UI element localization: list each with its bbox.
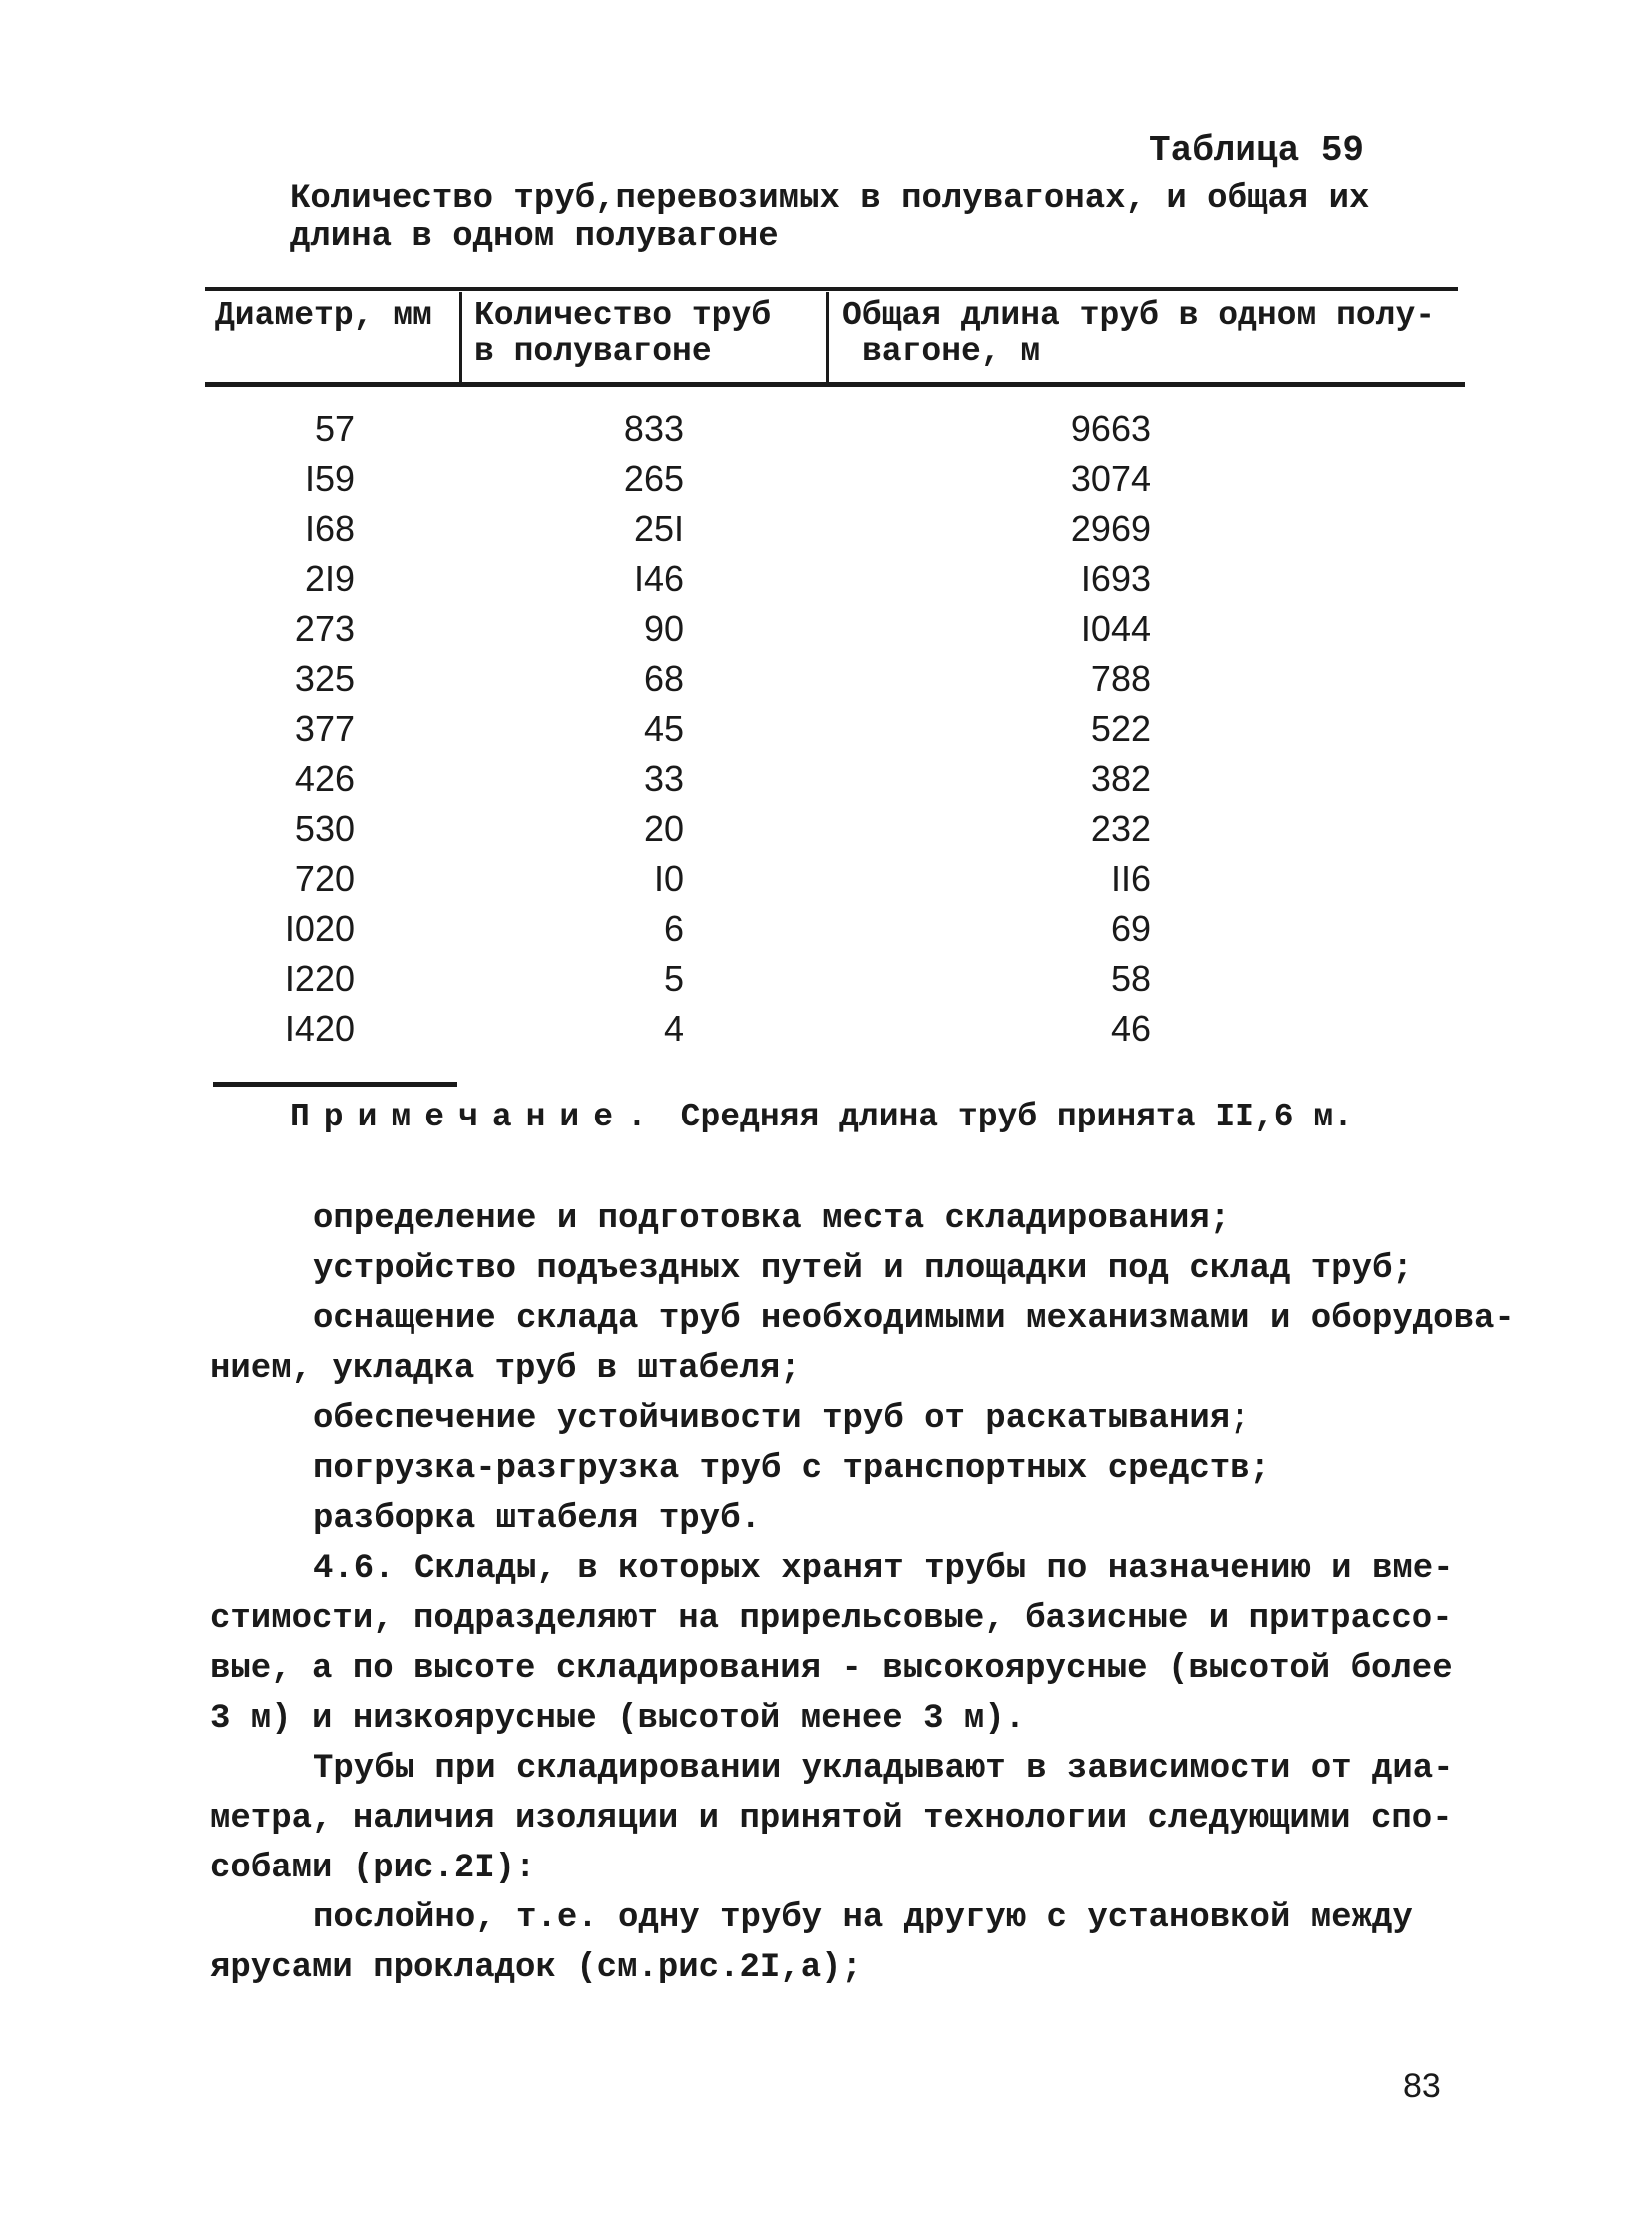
note-label: Примечание. [290,1099,661,1135]
body-line: 3 м) и низкоярусные (высотой менее 3 м). [210,1700,1026,1738]
body-line: определение и подготовка места складирования; [313,1200,1231,1238]
table-row [0,604,1652,654]
header-line: Количество труб [474,297,772,334]
body-line: Трубы при складировании укладывают в зависимости от диа- [313,1750,1454,1788]
cell-diameter: 720 [294,858,355,899]
cell-length: 522 [1090,708,1151,749]
body-line: погрузка-разгрузка труб с транспортных средств; [313,1450,1270,1488]
header-length [842,298,1435,370]
note-rule [213,1082,457,1087]
header-line: Общая длина труб в одном полу- [842,297,1436,334]
cell-diameter: I59 [304,458,355,499]
cell-count: 90 [643,608,684,649]
table-header-rule [205,382,1465,387]
table-row [0,954,1652,1004]
cell-count: 20 [643,808,684,849]
cell-diameter: 530 [294,808,355,849]
body-text [210,1194,1515,1993]
cell-length: 382 [1090,758,1151,799]
table-row [0,554,1652,604]
cell-count: 25I [633,508,684,549]
header-line: в полувагоне [474,333,712,370]
caption-line: Количество труб,перевозимых в полувагонах, и общая их [290,180,1370,218]
body-line: собами (рис.2I): [210,1850,536,1887]
cell-diameter: 325 [294,658,355,699]
cell-count: 45 [643,708,684,749]
body-line: ярусами прокладок (см.рис.2I,а); [210,1949,862,1987]
table-row [0,754,1652,804]
cell-length: 46 [1110,1008,1151,1049]
header-count [474,298,771,370]
cell-length: 2969 [1070,508,1151,549]
cell-count: 68 [643,658,684,699]
table-body [0,404,1652,1054]
header-line: вагоне, м [862,333,1041,370]
body-line: обеспечение устойчивости труб от раскатывания; [313,1400,1250,1438]
cell-diameter: I220 [284,958,355,999]
table-row [0,504,1652,554]
body-line: 4.6. Склады, в которых хранят трубы по назначению и вме- [313,1550,1454,1588]
cell-length: 788 [1090,658,1151,699]
cell-length: I693 [1080,558,1151,599]
body-line: оснащение склада труб необходимыми механизмами и оборудова- [313,1300,1515,1338]
table-row [0,804,1652,854]
cell-diameter: 2I9 [304,558,355,599]
table-row [0,704,1652,754]
body-line: стимости, подразделяют на прирельсовые, базисные и притрассо- [210,1600,1453,1638]
table-row [0,1004,1652,1054]
body-line: послойно, т.е. одну трубу на другую с установкой между [313,1899,1413,1937]
table-number: Таблица 59 [1149,130,1365,171]
body-line: разборка штабеля труб. [313,1500,761,1538]
note-text: Средняя длина труб принята II,6 м. [680,1099,1353,1135]
header-line: Диаметр, мм [215,297,432,334]
cell-length: II6 [1110,858,1151,899]
cell-count: 833 [623,408,684,449]
cell-count: 265 [623,458,684,499]
cell-count: 5 [663,958,684,999]
page-number: 83 [1403,2067,1441,2105]
cell-count: 33 [643,758,684,799]
cell-count: I0 [653,858,684,899]
cell-diameter: I020 [284,908,355,949]
cell-diameter: I68 [304,508,355,549]
cell-length: I044 [1080,608,1151,649]
cell-diameter: I420 [284,1008,355,1049]
body-line: метра, наличия изоляции и принятой технологии следующими спо- [210,1800,1453,1838]
caption-line: длина в одном полувагоне [290,218,779,256]
cell-length: 58 [1110,958,1151,999]
cell-length: 232 [1090,808,1151,849]
cell-length: 9663 [1070,408,1151,449]
table-row [0,454,1652,504]
table-row [0,654,1652,704]
cell-diameter: 273 [294,608,355,649]
cell-length: 69 [1110,908,1151,949]
cell-count: 4 [663,1008,684,1049]
table-row [0,404,1652,454]
body-line: вые, а по высоте складирования - высокоярусные (высотой более [210,1650,1453,1688]
header-diameter [215,298,432,334]
body-line: устройство подъездных путей и площадки под склад труб; [313,1250,1413,1288]
table-column-divider [826,292,829,383]
cell-diameter: 57 [314,408,355,449]
body-line: нием, укладка труб в штабеля; [210,1350,801,1388]
cell-length: 3074 [1070,458,1151,499]
cell-count: 6 [663,908,684,949]
table-column-divider [459,292,462,383]
table-note [290,1099,1353,1135]
cell-diameter: 426 [294,758,355,799]
table-row [0,904,1652,954]
cell-count: I46 [633,558,684,599]
table-row [0,854,1652,904]
table-top-rule [205,287,1458,291]
cell-diameter: 377 [294,708,355,749]
table-caption [290,180,1408,256]
